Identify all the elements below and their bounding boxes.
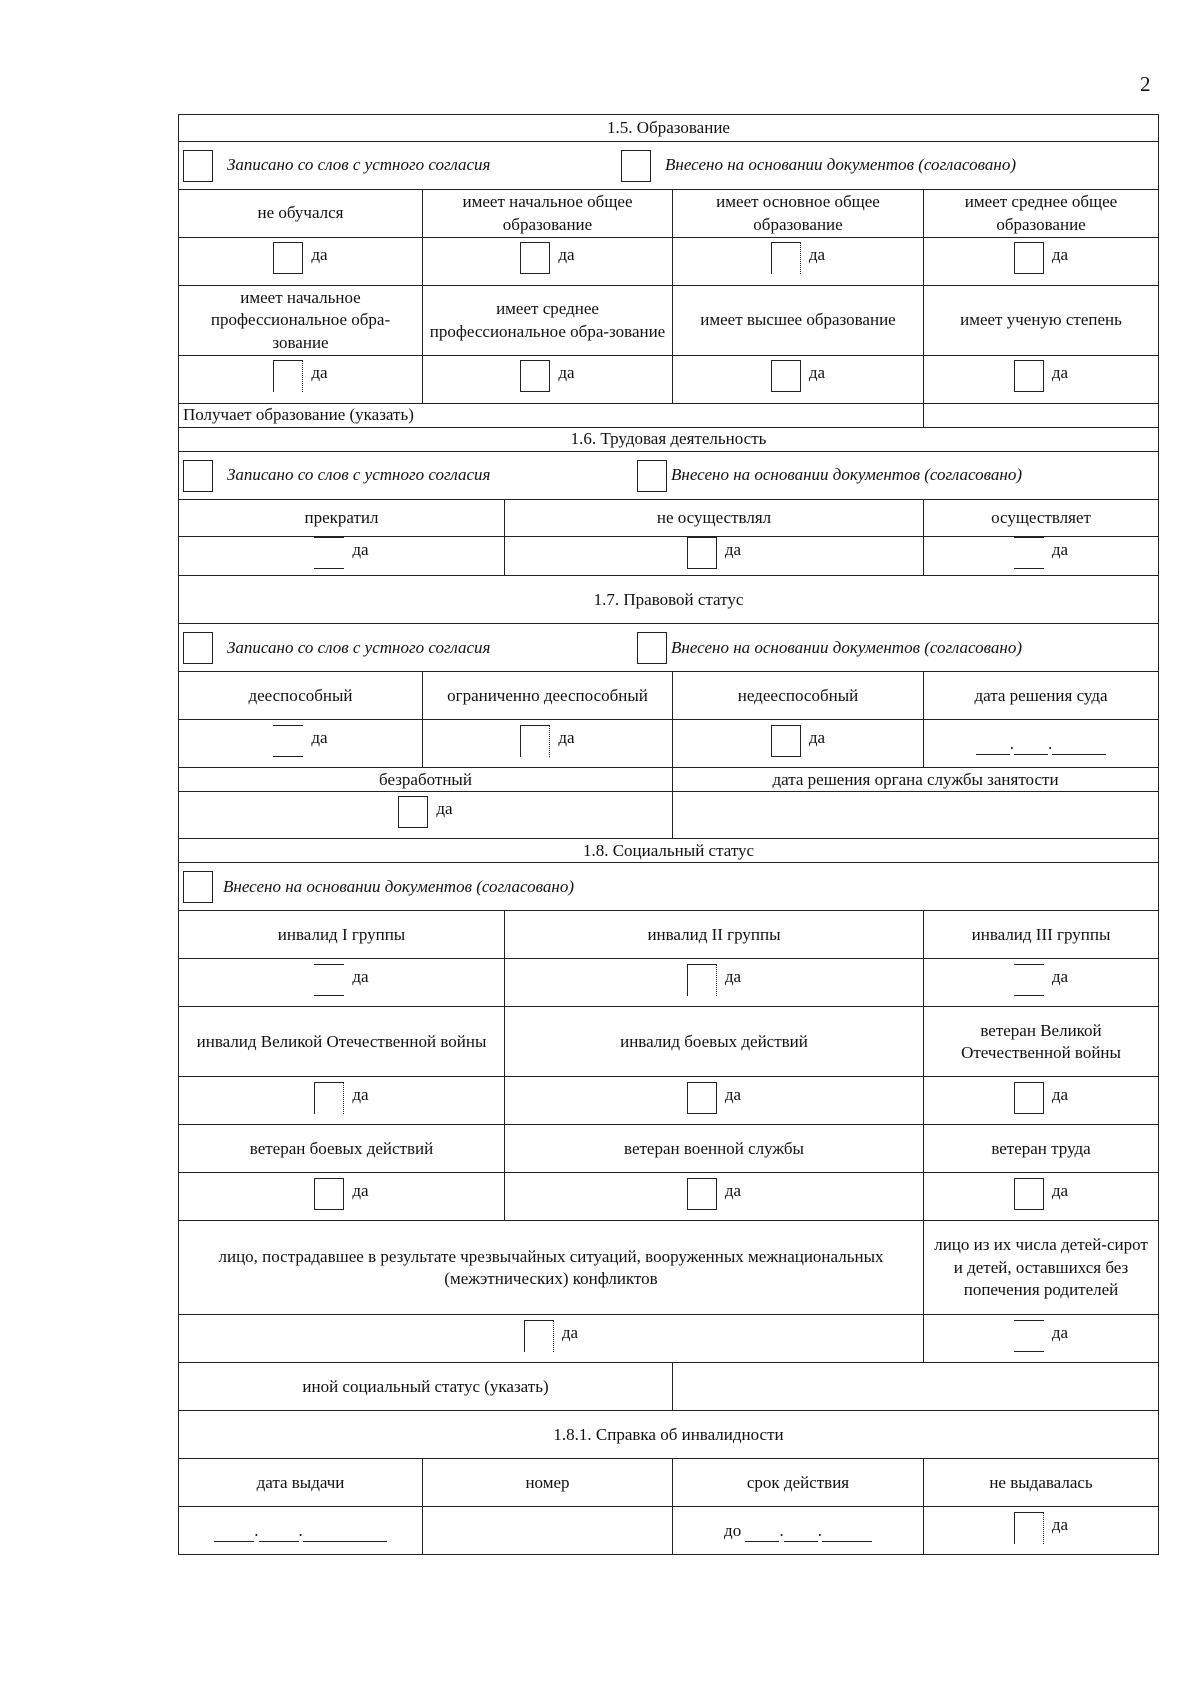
social-orphans-checkbox[interactable] xyxy=(1014,1320,1044,1352)
social-r1-2-yes: да xyxy=(505,959,924,1007)
social-docs-label: Внесено на основании документов (согласовано) xyxy=(223,876,574,896)
legal-col-3: недееспособный xyxy=(673,672,924,720)
cert-col-2: номер xyxy=(423,1459,673,1507)
social-r2-3-checkbox[interactable] xyxy=(1014,1082,1044,1114)
social-emergency: лицо, пострадавшее в результате чрезвычайных ситуаций, вооруженных межнациональных (межэтнических) конфликтов xyxy=(179,1221,924,1315)
edu-level-2-yes: да xyxy=(423,238,673,286)
work-docs-label: Внесено на основании документов (согласовано) xyxy=(671,465,1022,485)
social-orphans: лицо из их числа детей-сирот и детей, оставшихся без попечения родителей xyxy=(924,1221,1159,1315)
edu-level-6: имеет среднее профессиональное обра-зование xyxy=(423,286,673,356)
social-r2-1-checkbox[interactable] xyxy=(314,1082,344,1114)
edu-level-5: имеет начальное профессиональное обра-зование xyxy=(179,286,423,356)
legal-col-1-yes: да xyxy=(179,720,423,768)
legal-source-row xyxy=(179,624,1159,672)
social-title: 1.8. Социальный статус xyxy=(179,839,1159,863)
work-oral-checkbox[interactable] xyxy=(183,460,213,492)
cert-not-issued-yes: да xyxy=(924,1507,1159,1555)
legal-docs-checkbox[interactable] xyxy=(637,632,667,664)
edu-level-3-yes: да xyxy=(673,238,924,286)
work-source-row xyxy=(179,452,1159,500)
unemployed-label: безработный xyxy=(179,768,673,792)
edu-level-2-checkbox[interactable] xyxy=(520,242,550,274)
education-title: 1.5. Образование xyxy=(179,115,1159,142)
work-oral-label: Записано со слов с устного согласия xyxy=(227,465,491,485)
social-r1-1-yes: да xyxy=(179,959,505,1007)
education-oral-label: Записано со слов с устного согласия xyxy=(227,155,491,175)
page-number: 2 xyxy=(1140,72,1151,96)
edu-level-1-yes: да xyxy=(179,238,423,286)
social-r2-1: инвалид Великой Отечественной войны xyxy=(179,1007,505,1077)
disability-cert-title: 1.8.1. Справка об инвалидности xyxy=(179,1411,1159,1459)
work-col-3-yes: да xyxy=(924,537,1159,576)
social-emergency-yes: да xyxy=(179,1315,924,1363)
cert-not-issued-checkbox[interactable] xyxy=(1014,1512,1044,1544)
social-r1-3: инвалид III группы xyxy=(924,911,1159,959)
education-studying-label: Получает образование (указать) xyxy=(179,404,924,428)
social-r3-3-yes: да xyxy=(924,1173,1159,1221)
edu-level-8: имеет ученую степень xyxy=(924,286,1159,356)
form-table xyxy=(178,114,1159,1555)
edu-level-5-checkbox[interactable] xyxy=(273,360,303,392)
cert-number[interactable] xyxy=(423,1507,673,1555)
social-r2-2: инвалид боевых действий xyxy=(505,1007,924,1077)
work-title: 1.6. Трудовая деятельность xyxy=(179,428,1159,452)
social-r1-2: инвалид II группы xyxy=(505,911,924,959)
legal-title: 1.7. Правовой статус xyxy=(179,576,1159,624)
legal-col-1: дееспособный xyxy=(179,672,423,720)
cert-col-4: не выдавалась xyxy=(924,1459,1159,1507)
education-oral-checkbox[interactable] xyxy=(183,150,213,182)
edu-level-7-yes: да xyxy=(673,356,924,404)
edu-level-7: имеет высшее образование xyxy=(673,286,924,356)
legal-court-date[interactable]: . . xyxy=(924,720,1159,768)
legal-oral-label: Записано со слов с устного согласия xyxy=(227,637,491,657)
social-r1-3-yes: да xyxy=(924,959,1159,1007)
social-orphans-yes: да xyxy=(924,1315,1159,1363)
edu-level-2: имеет начальное общее образование xyxy=(423,190,673,238)
social-docs-checkbox[interactable] xyxy=(183,871,213,903)
social-r3-3: ветеран труда xyxy=(924,1125,1159,1173)
social-other-value[interactable] xyxy=(673,1363,1159,1411)
work-col-1-checkbox[interactable] xyxy=(314,537,344,569)
legal-col-2-yes: да xyxy=(423,720,673,768)
cert-col-1: дата выдачи xyxy=(179,1459,423,1507)
work-docs-checkbox[interactable] xyxy=(637,460,667,492)
employment-decision-date-value[interactable] xyxy=(673,792,1159,839)
edu-level-4-checkbox[interactable] xyxy=(1014,242,1044,274)
employment-decision-date-label: дата решения органа службы занятости xyxy=(673,768,1159,792)
work-col-2: не осуществлял xyxy=(505,500,924,537)
social-r3-1-checkbox[interactable] xyxy=(314,1178,344,1210)
social-r2-1-yes: да xyxy=(179,1077,505,1125)
unemployed-checkbox[interactable] xyxy=(398,796,428,828)
edu-level-3: имеет основное общее образование xyxy=(673,190,924,238)
education-studying-value[interactable] xyxy=(924,404,1159,428)
edu-level-8-yes: да xyxy=(924,356,1159,404)
edu-level-8-checkbox[interactable] xyxy=(1014,360,1044,392)
social-source-row xyxy=(179,863,1159,911)
edu-level-4: имеет среднее общее образование xyxy=(924,190,1159,238)
edu-level-1: не обучался xyxy=(179,190,423,238)
work-col-3: осуществляет xyxy=(924,500,1159,537)
edu-level-4-yes: да xyxy=(924,238,1159,286)
legal-col-1-checkbox[interactable] xyxy=(273,725,303,757)
social-r1-2-checkbox[interactable] xyxy=(687,964,717,996)
education-source-row xyxy=(179,142,1159,190)
social-r2-2-yes: да xyxy=(505,1077,924,1125)
edu-level-5-yes: да xyxy=(179,356,423,404)
social-other-label: иной социальный статус (указать) xyxy=(179,1363,673,1411)
social-r3-1: ветеран боевых действий xyxy=(179,1125,505,1173)
cert-col-3: срок действия xyxy=(673,1459,924,1507)
social-r2-3: ветеран Великой Отечественной войны xyxy=(924,1007,1159,1077)
legal-docs-label: Внесено на основании документов (согласовано) xyxy=(671,637,1022,657)
legal-col-3-checkbox[interactable] xyxy=(771,725,801,757)
edu-level-6-checkbox[interactable] xyxy=(520,360,550,392)
social-r3-2-checkbox[interactable] xyxy=(687,1178,717,1210)
social-r1-1-checkbox[interactable] xyxy=(314,964,344,996)
legal-col-4: дата решения суда xyxy=(924,672,1159,720)
education-docs-label: Внесено на основании документов (согласовано) xyxy=(665,155,1016,175)
social-r1-3-checkbox[interactable] xyxy=(1014,964,1044,996)
edu-level-7-checkbox[interactable] xyxy=(771,360,801,392)
work-col-3-checkbox[interactable] xyxy=(1014,537,1044,569)
social-r3-2-yes: да xyxy=(505,1173,924,1221)
cert-validity[interactable]: до . . xyxy=(673,1507,924,1555)
work-col-2-checkbox[interactable] xyxy=(687,537,717,569)
legal-oral-checkbox[interactable] xyxy=(183,632,213,664)
social-r2-3-yes: да xyxy=(924,1077,1159,1125)
social-r2-2-checkbox[interactable] xyxy=(687,1082,717,1114)
social-r3-2: ветеран военной службы xyxy=(505,1125,924,1173)
edu-level-3-checkbox[interactable] xyxy=(771,242,801,274)
legal-col-2-checkbox[interactable] xyxy=(520,725,550,757)
education-docs-checkbox[interactable] xyxy=(621,150,651,182)
social-r1-1: инвалид I группы xyxy=(179,911,505,959)
edu-level-6-yes: да xyxy=(423,356,673,404)
unemployed-yes: да xyxy=(179,792,673,839)
social-emergency-checkbox[interactable] xyxy=(524,1320,554,1352)
work-col-2-yes: да xyxy=(505,537,924,576)
edu-level-1-checkbox[interactable] xyxy=(273,242,303,274)
social-r3-1-yes: да xyxy=(179,1173,505,1221)
work-col-1: прекратил xyxy=(179,500,505,537)
legal-col-2: ограниченно дееспособный xyxy=(423,672,673,720)
work-col-1-yes: да xyxy=(179,537,505,576)
social-r3-3-checkbox[interactable] xyxy=(1014,1178,1044,1210)
cert-issue-date[interactable]: . . xyxy=(179,1507,423,1555)
legal-col-3-yes: да xyxy=(673,720,924,768)
